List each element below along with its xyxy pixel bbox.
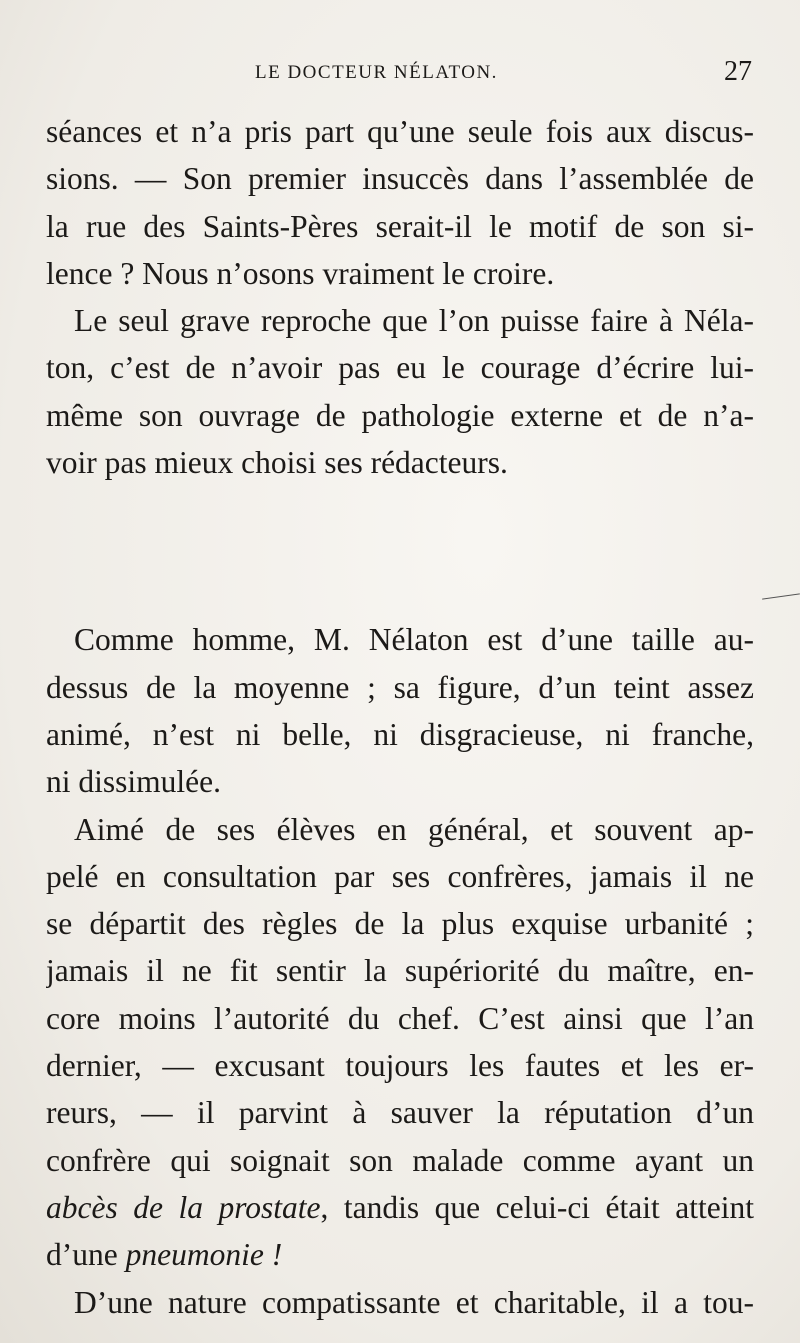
- text-line: séances et n’a pris part qu’une seule fois aux discus-: [46, 114, 754, 149]
- paragraph: [46, 297, 754, 486]
- running-head: [50, 56, 752, 90]
- text-line: jamais il ne fit sentir la supériorité du maître, en-: [46, 953, 754, 989]
- italic-phrase: abcès de la prostate: [46, 1189, 321, 1225]
- text-line: confrère qui soignait son malade comme ayant un: [46, 1142, 754, 1178]
- text-line: pelé en consultation par ses confrères, jamais il ne: [46, 858, 754, 894]
- text-line: [46, 1184, 754, 1231]
- text-segment: , tandis que celui-ci était atteint: [320, 1189, 754, 1225]
- text-line: même son ouvrage de pathologie externe et de n’a-: [46, 397, 754, 433]
- text-line: la rue des Saints-Pères serait-il le motif de son si-: [46, 208, 754, 244]
- text-line: reurs, — il parvint à sauver la réputation d’un: [46, 1095, 754, 1131]
- margin-mark: [762, 593, 800, 599]
- text-line: D’une nature compatissante et charitable, il a tou-: [74, 1284, 754, 1320]
- text-line: animé, n’est ni belle, ni disgracieuse, ni franche,: [46, 716, 754, 752]
- text-line: sions. — Son premier insuccès dans l’assemblée de: [46, 161, 754, 197]
- text-line: voir pas mieux choisi ses rédacteurs.: [46, 445, 508, 481]
- body-text: [46, 108, 754, 1326]
- text-line: ni dissimulée.: [46, 764, 221, 800]
- text-line: dernier, — excusant toujours les fautes et les er-: [46, 1048, 754, 1084]
- italic-phrase: pneumonie !: [125, 1237, 283, 1273]
- page-number: 27: [724, 56, 752, 87]
- paragraph: [46, 1279, 754, 1326]
- text-line: [46, 1231, 754, 1278]
- running-title: LE DOCTEUR NÉLATON.: [255, 62, 498, 83]
- text-segment: d’une: [46, 1237, 126, 1273]
- text-line: dessus de la moyenne ; sa figure, d’un teint assez: [46, 669, 754, 705]
- text-line: core moins l’autorité du chef. C’est ainsi que l’an: [46, 1000, 754, 1036]
- text-line: lence ? Nous n’osons vraiment le croire.: [46, 255, 555, 291]
- text-line: se départit des règles de la plus exquise urbanité ;: [46, 906, 754, 942]
- paragraph: [46, 108, 754, 297]
- text-line: Aimé de ses élèves en général, et souvent ap-: [74, 811, 754, 847]
- text-line: Comme homme, M. Nélaton est d’une taille au-: [74, 622, 754, 658]
- text-line: ton, c’est de n’avoir pas eu le courage d’écrire lui-: [46, 350, 754, 386]
- paragraph: [46, 616, 754, 805]
- text-line: Le seul grave reproche que l’on puisse faire à Néla-: [74, 303, 754, 339]
- paragraph: [46, 806, 754, 1279]
- section-break: [46, 486, 754, 616]
